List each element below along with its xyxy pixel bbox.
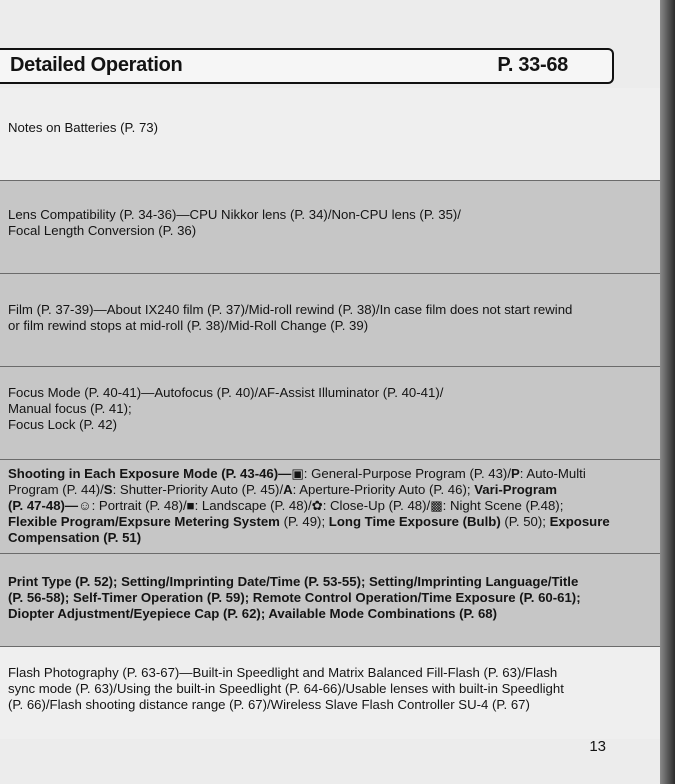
text-segment: Manual focus (P. 41); <box>8 401 132 416</box>
bold-text-segment: Exposure <box>549 514 610 529</box>
page-number: 13 <box>589 738 606 755</box>
text-line <box>8 665 624 681</box>
bold-text-segment: (P. 47-48)— <box>8 498 79 513</box>
text-line <box>8 120 624 136</box>
text-line <box>8 223 624 239</box>
text-segment: sync mode (P. 63)/Using the built-in Speedlight (P. 64-66)/Usable lenses with built-in Speedlight <box>8 681 564 696</box>
text-line <box>8 498 624 514</box>
text-segment: Built-in Speedlight and Matrix Balanced Fill-Flash (P. 63)/Flash <box>192 665 558 680</box>
text-segment: Notes on Batteries (P. 73) <box>8 120 159 135</box>
text-segment: : Shutter-Priority Auto (P. 45)/ <box>112 482 284 497</box>
bold-text-segment: Compensation (P. 51) <box>8 530 142 545</box>
text-line <box>8 401 624 417</box>
bold-text-segment: (P. 56-58); Self-Timer Operation (P. 59); Remote Control Operation/Time Exposure (P. 60-61); <box>8 590 581 605</box>
text-segment: Film (P. 37-39)— <box>8 302 107 317</box>
topic-text <box>8 120 624 136</box>
text-line <box>8 482 624 498</box>
text-line <box>8 302 624 318</box>
topic-print-settings <box>0 554 660 646</box>
topic-text <box>8 466 624 546</box>
bold-text-segment: Vari-Program <box>474 482 558 497</box>
text-segment: (P. 50); <box>500 514 550 529</box>
text-segment: (P. 49); <box>279 514 329 529</box>
topic-focus-mode <box>0 367 660 459</box>
text-segment: Focus Lock (P. 42) <box>8 417 117 432</box>
text-line <box>8 417 624 433</box>
text-segment: Autofocus (P. 40)/AF-Assist Illuminator (P. 40-41)/ <box>154 385 444 400</box>
page-binding-edge <box>660 0 675 784</box>
topic-text <box>8 302 624 334</box>
bold-text-segment: S <box>103 482 113 497</box>
section-header <box>0 48 614 84</box>
text-line <box>8 681 624 697</box>
text-segment: Lens Compatibility (P. 34-36)— <box>8 207 190 222</box>
text-line <box>8 385 624 401</box>
bold-text-segment: Flexible Program/Expsure Metering System <box>8 514 280 529</box>
text-line <box>8 207 624 223</box>
text-segment: Focus Mode (P. 40-41)— <box>8 385 155 400</box>
text-line <box>8 514 624 530</box>
text-segment: or film rewind stops at mid-roll (P. 38)/Mid-Roll Change (P. 39) <box>8 318 369 333</box>
text-segment: ▣: General-Purpose Program (P. 43)/ <box>291 466 511 481</box>
section-page-range: P. 33-68 <box>497 54 568 76</box>
topic-text <box>8 385 624 433</box>
text-segment: About IX240 film (P. 37)/Mid-roll rewind (P. 38)/In case film does not start rewind <box>106 302 573 317</box>
bold-text-segment: Diopter Adjustment/Eyepiece Cap (P. 62); Available Mode Combinations (P. 68) <box>8 606 498 621</box>
bold-text-segment: Shooting in Each Exposure Mode (P. 43-46)— <box>8 466 292 481</box>
text-segment: : Aperture-Priority Auto (P. 46); <box>292 482 475 497</box>
text-line <box>8 466 624 482</box>
text-segment: ☺: Portrait (P. 48)/■: Landscape (P. 48)/✿: Close-Up (P. 48)/▩: Night Scene (P.48); <box>78 498 564 513</box>
text-line <box>8 697 624 713</box>
topic-text <box>8 574 624 622</box>
text-line <box>8 574 624 590</box>
topic-batteries <box>0 88 660 180</box>
text-segment: CPU Nikkor lens (P. 34)/Non-CPU lens (P. 35)/ <box>189 207 461 222</box>
topic-flash-photography <box>0 647 660 739</box>
section-title: Detailed Operation <box>10 54 183 76</box>
bold-text-segment: Long Time Exposure (Bulb) <box>328 514 501 529</box>
text-line <box>8 530 624 546</box>
text-segment: Program (P. 44)/ <box>8 482 104 497</box>
topic-text <box>8 665 624 713</box>
text-segment: : Auto-Multi <box>519 466 586 481</box>
text-segment: Focal Length Conversion (P. 36) <box>8 223 197 238</box>
text-line <box>8 590 624 606</box>
topic-exposure-mode <box>0 460 660 553</box>
text-segment: Flash Photography (P. 63-67)— <box>8 665 193 680</box>
topic-lens-compatibility <box>0 181 660 273</box>
text-segment: (P. 66)/Flash shooting distance range (P. 67)/Wireless Slave Flash Controller SU-4 (P. 67) <box>8 697 530 712</box>
topic-film <box>0 274 660 366</box>
bold-text-segment: Print Type (P. 52); Setting/Imprinting Date/Time (P. 53-55); Setting/Imprinting Language/Title <box>8 574 579 589</box>
bold-text-segment: A <box>283 482 293 497</box>
bold-text-segment: P <box>511 466 520 481</box>
text-line <box>8 606 624 622</box>
topic-text <box>8 207 624 239</box>
text-line <box>8 318 624 334</box>
